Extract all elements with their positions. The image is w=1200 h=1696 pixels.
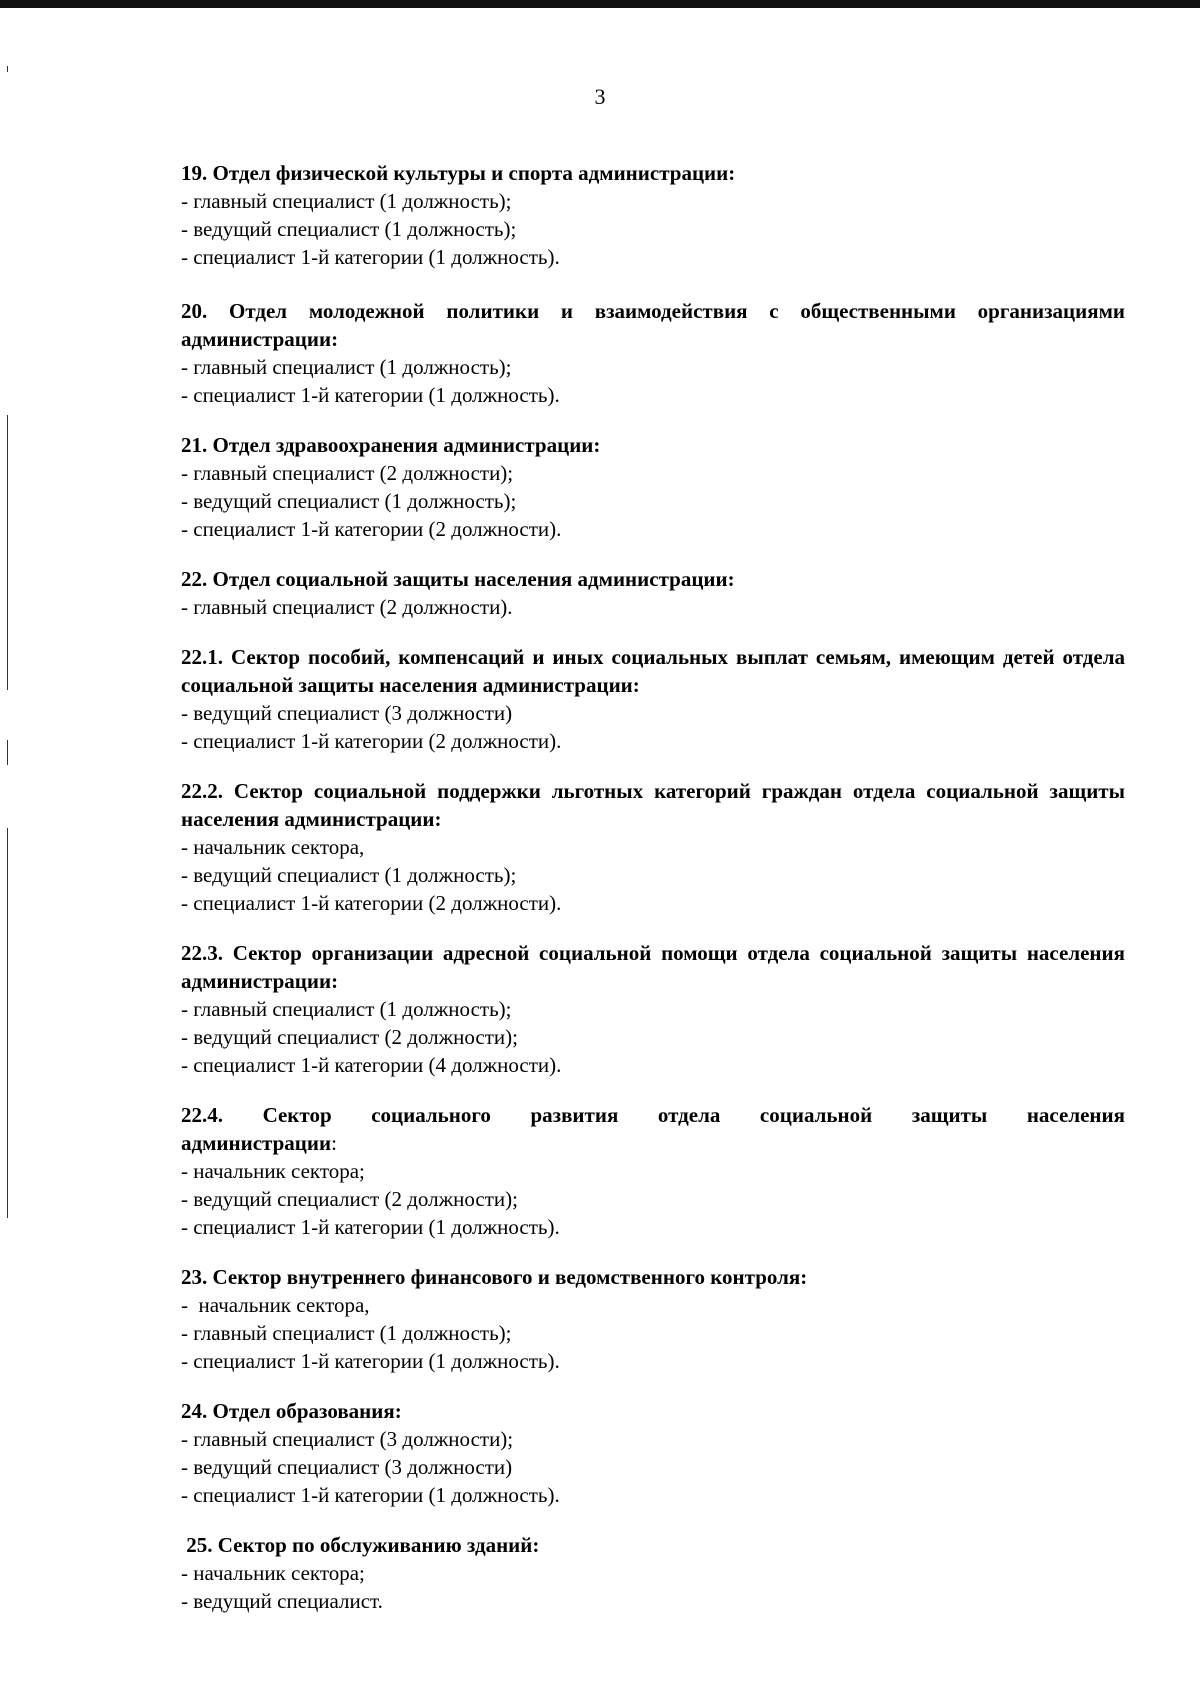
section-22-4 (181, 1101, 1125, 1241)
section-22-2 (181, 777, 1125, 917)
section-19 (181, 159, 1125, 271)
list-item: - главный специалист (1 должность); (181, 189, 512, 213)
list-item: - начальник сектора; (181, 1159, 365, 1183)
scan-edge-mark (7, 828, 8, 1218)
section-20 (181, 297, 1125, 409)
section-heading: 25. Сектор по обслуживанию зданий: (181, 1533, 540, 1557)
section-21 (181, 431, 1125, 543)
list-item: - начальник сектора; (181, 1561, 365, 1585)
section-heading: 19. Отдел физической культуры и спорта администрации: (181, 161, 736, 185)
section-heading: 24. Отдел образования: (181, 1399, 402, 1423)
list-item: - главный специалист (1 должность); (181, 997, 512, 1021)
section-heading-cont: администрации (181, 1131, 332, 1155)
list-item: - специалист 1-й категории (1 должность). (181, 1483, 560, 1507)
list-item: - главный специалист (1 должность); (181, 1321, 512, 1345)
list-item: - начальник сектора, (181, 1293, 370, 1317)
section-heading-tail: : (331, 1131, 337, 1155)
section-22-1 (181, 643, 1125, 755)
list-item: - начальник сектора, (181, 835, 365, 859)
section-heading: 23. Сектор внутреннего финансового и ведомственного контроля: (181, 1265, 808, 1289)
section-heading: 22. Отдел социальной защиты населения администрации: (181, 567, 735, 591)
section-heading: 21. Отдел здравоохранения администрации: (181, 433, 601, 457)
scan-edge-mark (7, 415, 8, 690)
section-24 (181, 1397, 1125, 1509)
section-heading-continuation (181, 1129, 1125, 1157)
list-item: - ведущий специалист (3 должности) (181, 701, 513, 725)
list-item: - специалист 1-й категории (1 должность). (181, 1349, 560, 1373)
section-22 (181, 565, 1125, 621)
list-item: - ведущий специалист (1 должность); (181, 489, 517, 513)
list-item: - главный специалист (2 должности). (181, 595, 513, 619)
document-body (181, 159, 1125, 1615)
scan-top-edge (0, 0, 1200, 8)
section-heading: 22.3. Сектор организации адресной социальной помощи отдела социальной защиты населения администрации: (181, 941, 1125, 993)
list-item: - ведущий специалист (1 должность); (181, 863, 517, 887)
list-item: - специалист 1-й категории (1 должность). (181, 1215, 560, 1239)
list-item: - специалист 1-й категории (4 должности). (181, 1053, 562, 1077)
list-item: - ведущий специалист (3 должности) (181, 1455, 513, 1479)
page-number: 3 (594, 84, 606, 109)
section-heading: 22.1. Сектор пособий, компенсаций и иных социальных выплат семьям, имеющим детей отдела социальной защиты населения администрации: (181, 645, 1125, 697)
section-23 (181, 1263, 1125, 1375)
list-item: - специалист 1-й категории (2 должности). (181, 891, 562, 915)
list-item: - главный специалист (2 должности); (181, 461, 514, 485)
scan-edge-mark (7, 740, 8, 765)
section-heading: 22.4. Сектор социального развития отдела социальной защиты населения (181, 1103, 1125, 1127)
section-heading: 22.2. Сектор социальной поддержки льготных категорий граждан отдела социальной защиты населения администрации: (181, 779, 1125, 831)
list-item: - специалист 1-й категории (1 должность). (181, 383, 560, 407)
list-item: - ведущий специалист (2 должности); (181, 1025, 518, 1049)
section-22-3 (181, 939, 1125, 1079)
section-heading: 20. Отдел молодежной политики и взаимодействия с общественными организациями администрации: (181, 299, 1125, 351)
list-item: - ведущий специалист (1 должность); (181, 217, 517, 241)
list-item: - главный специалист (1 должность); (181, 355, 512, 379)
list-item: - ведущий специалист (2 должности); (181, 1187, 518, 1211)
list-item: - специалист 1-й категории (1 должность). (181, 245, 560, 269)
list-item: - специалист 1-й категории (2 должности). (181, 517, 562, 541)
list-item: - главный специалист (3 должности); (181, 1427, 514, 1451)
section-25 (181, 1531, 1125, 1615)
list-item: - ведущий специалист. (181, 1589, 383, 1613)
scan-edge-mark (7, 66, 8, 72)
list-item: - специалист 1-й категории (2 должности). (181, 729, 562, 753)
